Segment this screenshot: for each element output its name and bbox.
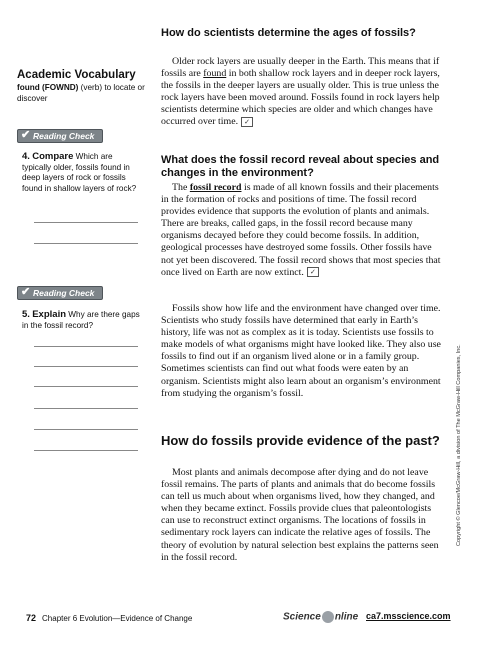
academic-vocabulary-heading: Academic Vocabulary	[17, 69, 136, 81]
question-number: 4.	[22, 151, 30, 162]
question-4	[22, 152, 140, 194]
paragraph-text: Fossils show how life and the environment have changed over time. Scientists who study fossils have determined that early in Earth’s history, life was not as complex as it is today. Scientists use fossils to make models of what organisms might have looked like. They also use fossils to find out if an organism lived alone or in a family group. Sometimes scientists can find out what foods were eaten by an organism. Scientists might also learn about an organism’s environment from studying the organism’s fossil.	[161, 303, 441, 399]
section-heading-ages-of-fossils: How do scientists determine the ages of fossils?	[161, 27, 416, 39]
vocabulary-definition	[17, 82, 147, 104]
question-keyword: Explain	[32, 309, 67, 320]
reading-check-marker-icon: ✓	[307, 267, 319, 277]
chapter-title: Chapter 6 Evolution—Evidence of Change	[42, 614, 193, 623]
answer-line[interactable]	[34, 346, 138, 347]
copyright-notice: Copyright © Glencoe/McGraw-Hill, a division of The McGraw-Hill Companies, Inc.	[456, 344, 462, 546]
checkmark-icon: ✔	[21, 286, 31, 298]
reading-check-badge	[17, 286, 103, 300]
question-5	[22, 310, 140, 331]
vocabulary-word: found (FOWND)	[17, 83, 79, 92]
logo-science-text: Science	[283, 611, 321, 623]
answer-line[interactable]	[34, 222, 138, 223]
answer-line[interactable]	[34, 429, 138, 430]
science-online-logo	[283, 611, 358, 623]
answer-line[interactable]	[34, 450, 138, 451]
question-text: Why are there gaps in the fossil record?	[22, 310, 140, 330]
section-heading-fossil-record: What does the fossil record reveal about species and changes in the environment?	[161, 154, 440, 179]
page-number: 72	[26, 613, 37, 623]
paragraph-fossil-record	[161, 182, 446, 279]
section-heading-evidence-of-past: How do fossils provide evidence of the past?	[161, 433, 440, 448]
reading-check-badge	[17, 129, 103, 143]
paragraph-text: in both shallow rock layers and in deeper rock layers, the fossils in the deeper layers are usually older. This is true unless the rock layers have been moved around. Fossils found in rock layers help scientists determine which species are older and which changes have occurred over time.	[161, 68, 440, 128]
reading-check-label: Reading Check	[33, 131, 95, 141]
answer-line[interactable]	[34, 386, 138, 387]
question-number: 5.	[22, 309, 30, 320]
question-text: Which are typically older, fossils found in deep layers of rock or fossils found in shallow layers of rock?	[22, 152, 137, 193]
answer-line[interactable]	[34, 408, 138, 409]
paragraph-text: The	[172, 182, 190, 193]
checkmark-icon: ✔	[21, 129, 31, 141]
key-term-fossil-record: fossil record	[189, 182, 242, 193]
paragraph-text: Older rock layers are usually deeper in the Earth. This means that if fossils are	[161, 56, 440, 80]
vocabulary-word-found: found	[203, 68, 227, 80]
question-keyword: Compare	[32, 151, 74, 162]
website-link[interactable]: ca7.msscience.com	[366, 611, 451, 621]
paragraph-life-changes	[161, 303, 446, 400]
paragraph-text: Most plants and animals decompose after dying and do not leave fossil remains. The parts of plants and animals that do become fossils can tell us much about when organisms lived, how they changed, and when they became extinct. Fossils provide clues that paleontologists can use to reconstruct extinct organisms. The locations of fossils in sedimentary rock layers can indicate the relative ages of fossils. The theory of evolution by natural selection best explains the patterns seen in the fossil record.	[161, 467, 439, 563]
vocabulary-definition-text: (verb) to locate or discover	[17, 83, 145, 103]
answer-line[interactable]	[34, 243, 138, 244]
paragraph-text: is made of all known fossils and their placements in the formation of rocks and positions of time. The fossil record provides evidence that supports the evolution of plants and animals. There are breaks, called gaps, in the fossil record because many organisms decayed before they could become fossils. In addition, geological processes have destroyed some fossils. Other fossils have not yet been discovered. The fossil record shows that most species that once lived on Earth are now extinct.	[161, 182, 441, 278]
globe-icon	[322, 611, 334, 623]
paragraph-evidence	[161, 467, 446, 564]
logo-online-text: nline	[334, 611, 359, 623]
reading-check-marker-icon: ✓	[241, 117, 253, 127]
paragraph-rock-layers	[161, 56, 446, 129]
footer-chapter	[26, 613, 192, 623]
answer-line[interactable]	[34, 366, 138, 367]
reading-check-label: Reading Check	[33, 288, 95, 298]
copyright-container	[456, 334, 466, 546]
